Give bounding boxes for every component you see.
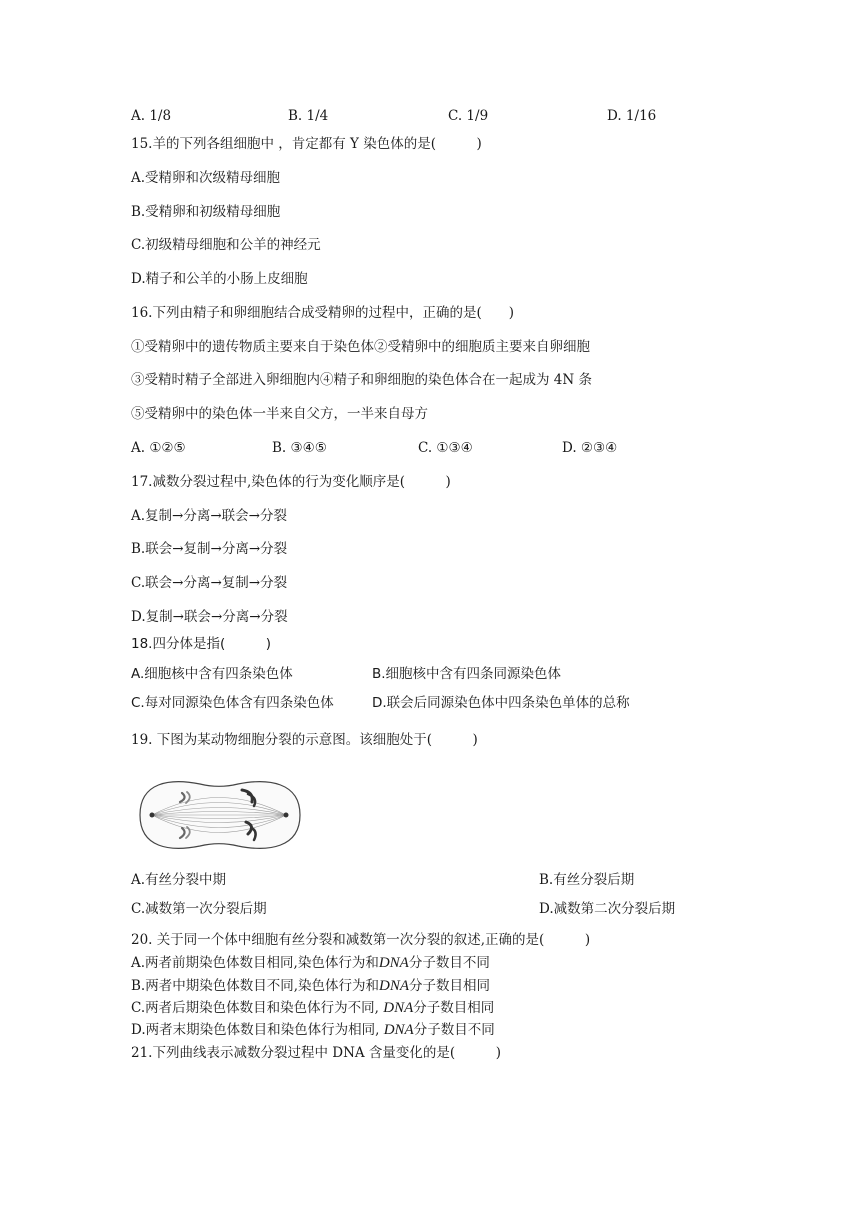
q20-option-b: B.两者中期染色体数目不同,染色体行为和DNA分子数目相同 xyxy=(131,978,491,994)
q17-stem: 17.减数分裂过程中,染色体的行为变化顺序是( ) xyxy=(131,474,451,490)
q16-option-c: C. ①③④ xyxy=(418,440,473,456)
q16-option-a: A. ①②⑤ xyxy=(131,440,186,456)
q15-stem: 15.羊的下列各组细胞中 ，肯定都有 Y 染色体的是( ) xyxy=(131,136,482,152)
q16-statement-3: ⑤受精卵中的染色体一半来自父方，一半来自母方 xyxy=(131,406,428,422)
q15-option-b: B.受精卵和初级精母细胞 xyxy=(131,204,281,220)
q20-option-c: C.两者后期染色体数目和染色体行为不同, DNA分子数目相同 xyxy=(131,1000,495,1016)
q16-option-b: B. ③④⑤ xyxy=(272,440,327,456)
q16-statement-2: ③受精时精子全部进入卵细胞内④精子和卵细胞的染色体合在一起成为 4N 条 xyxy=(131,372,592,388)
q16-option-d: D. ②③④ xyxy=(562,440,618,456)
q19-option-c: C.减数第一次分裂后期 xyxy=(131,901,267,917)
q16-statement-1: ①受精卵中的遗传物质主要来自于染色体②受精卵中的细胞质主要来自卵细胞 xyxy=(131,339,590,355)
q15-option-a: A.受精卵和次级精母细胞 xyxy=(131,170,281,186)
q14-option-a: A. 1/8 xyxy=(131,108,172,124)
q17-option-a: A.复制→分离→联会→分裂 xyxy=(131,508,287,524)
q20-stem: 20. 关于同一个体中细胞有丝分裂和减数第一次分裂的叙述,正确的是( ) xyxy=(131,932,591,948)
q17-option-d: D.复制→联会→分离→分裂 xyxy=(131,609,288,625)
cell-division-diagram xyxy=(130,770,308,860)
q17-option-c: C.联会→分离→复制→分裂 xyxy=(131,575,288,591)
q17-option-b: B.联会→复制→分离→分裂 xyxy=(131,541,288,557)
q14-option-b: B. 1/4 xyxy=(288,108,329,124)
q19-option-d: D.减数第二次分裂后期 xyxy=(539,901,676,917)
q18-option-d: D.联会后同源染色体中四条染色单体的总称 xyxy=(372,695,630,711)
q20-option-a: A.两者前期染色体数目相同,染色体行为和DNA分子数目不同 xyxy=(131,955,490,971)
q18-stem: 18.四分体是指( ) xyxy=(131,636,272,652)
q15-option-d: D.精子和公羊的小肠上皮细胞 xyxy=(131,271,308,287)
q18-option-c: C.每对同源染色体含有四条染色体 xyxy=(131,695,334,711)
q19-option-b: B.有丝分裂后期 xyxy=(539,872,635,888)
q21-stem: 21.下列曲线表示减数分裂过程中 DNA 含量变化的是( ) xyxy=(131,1045,501,1061)
q19-option-a: A.有丝分裂中期 xyxy=(131,872,227,888)
q18-option-a: A.细胞核中含有四条染色体 xyxy=(131,666,293,682)
q14-option-d: D. 1/16 xyxy=(607,108,657,124)
q20-option-d: D.两者末期染色体数目和染色体行为相同, DNA分子数目不同 xyxy=(131,1022,495,1038)
q18-option-b: B.细胞核中含有四条同源染色体 xyxy=(372,666,562,682)
q16-stem: 16.下列由精子和卵细胞结合成受精卵的过程中，正确的是( ) xyxy=(131,305,515,321)
q14-option-c: C. 1/9 xyxy=(448,108,489,124)
q15-option-c: C.初级精母细胞和公羊的神经元 xyxy=(131,237,321,253)
q19-stem: 19. 下图为某动物细胞分裂的示意图。该细胞处于( ) xyxy=(131,732,478,748)
